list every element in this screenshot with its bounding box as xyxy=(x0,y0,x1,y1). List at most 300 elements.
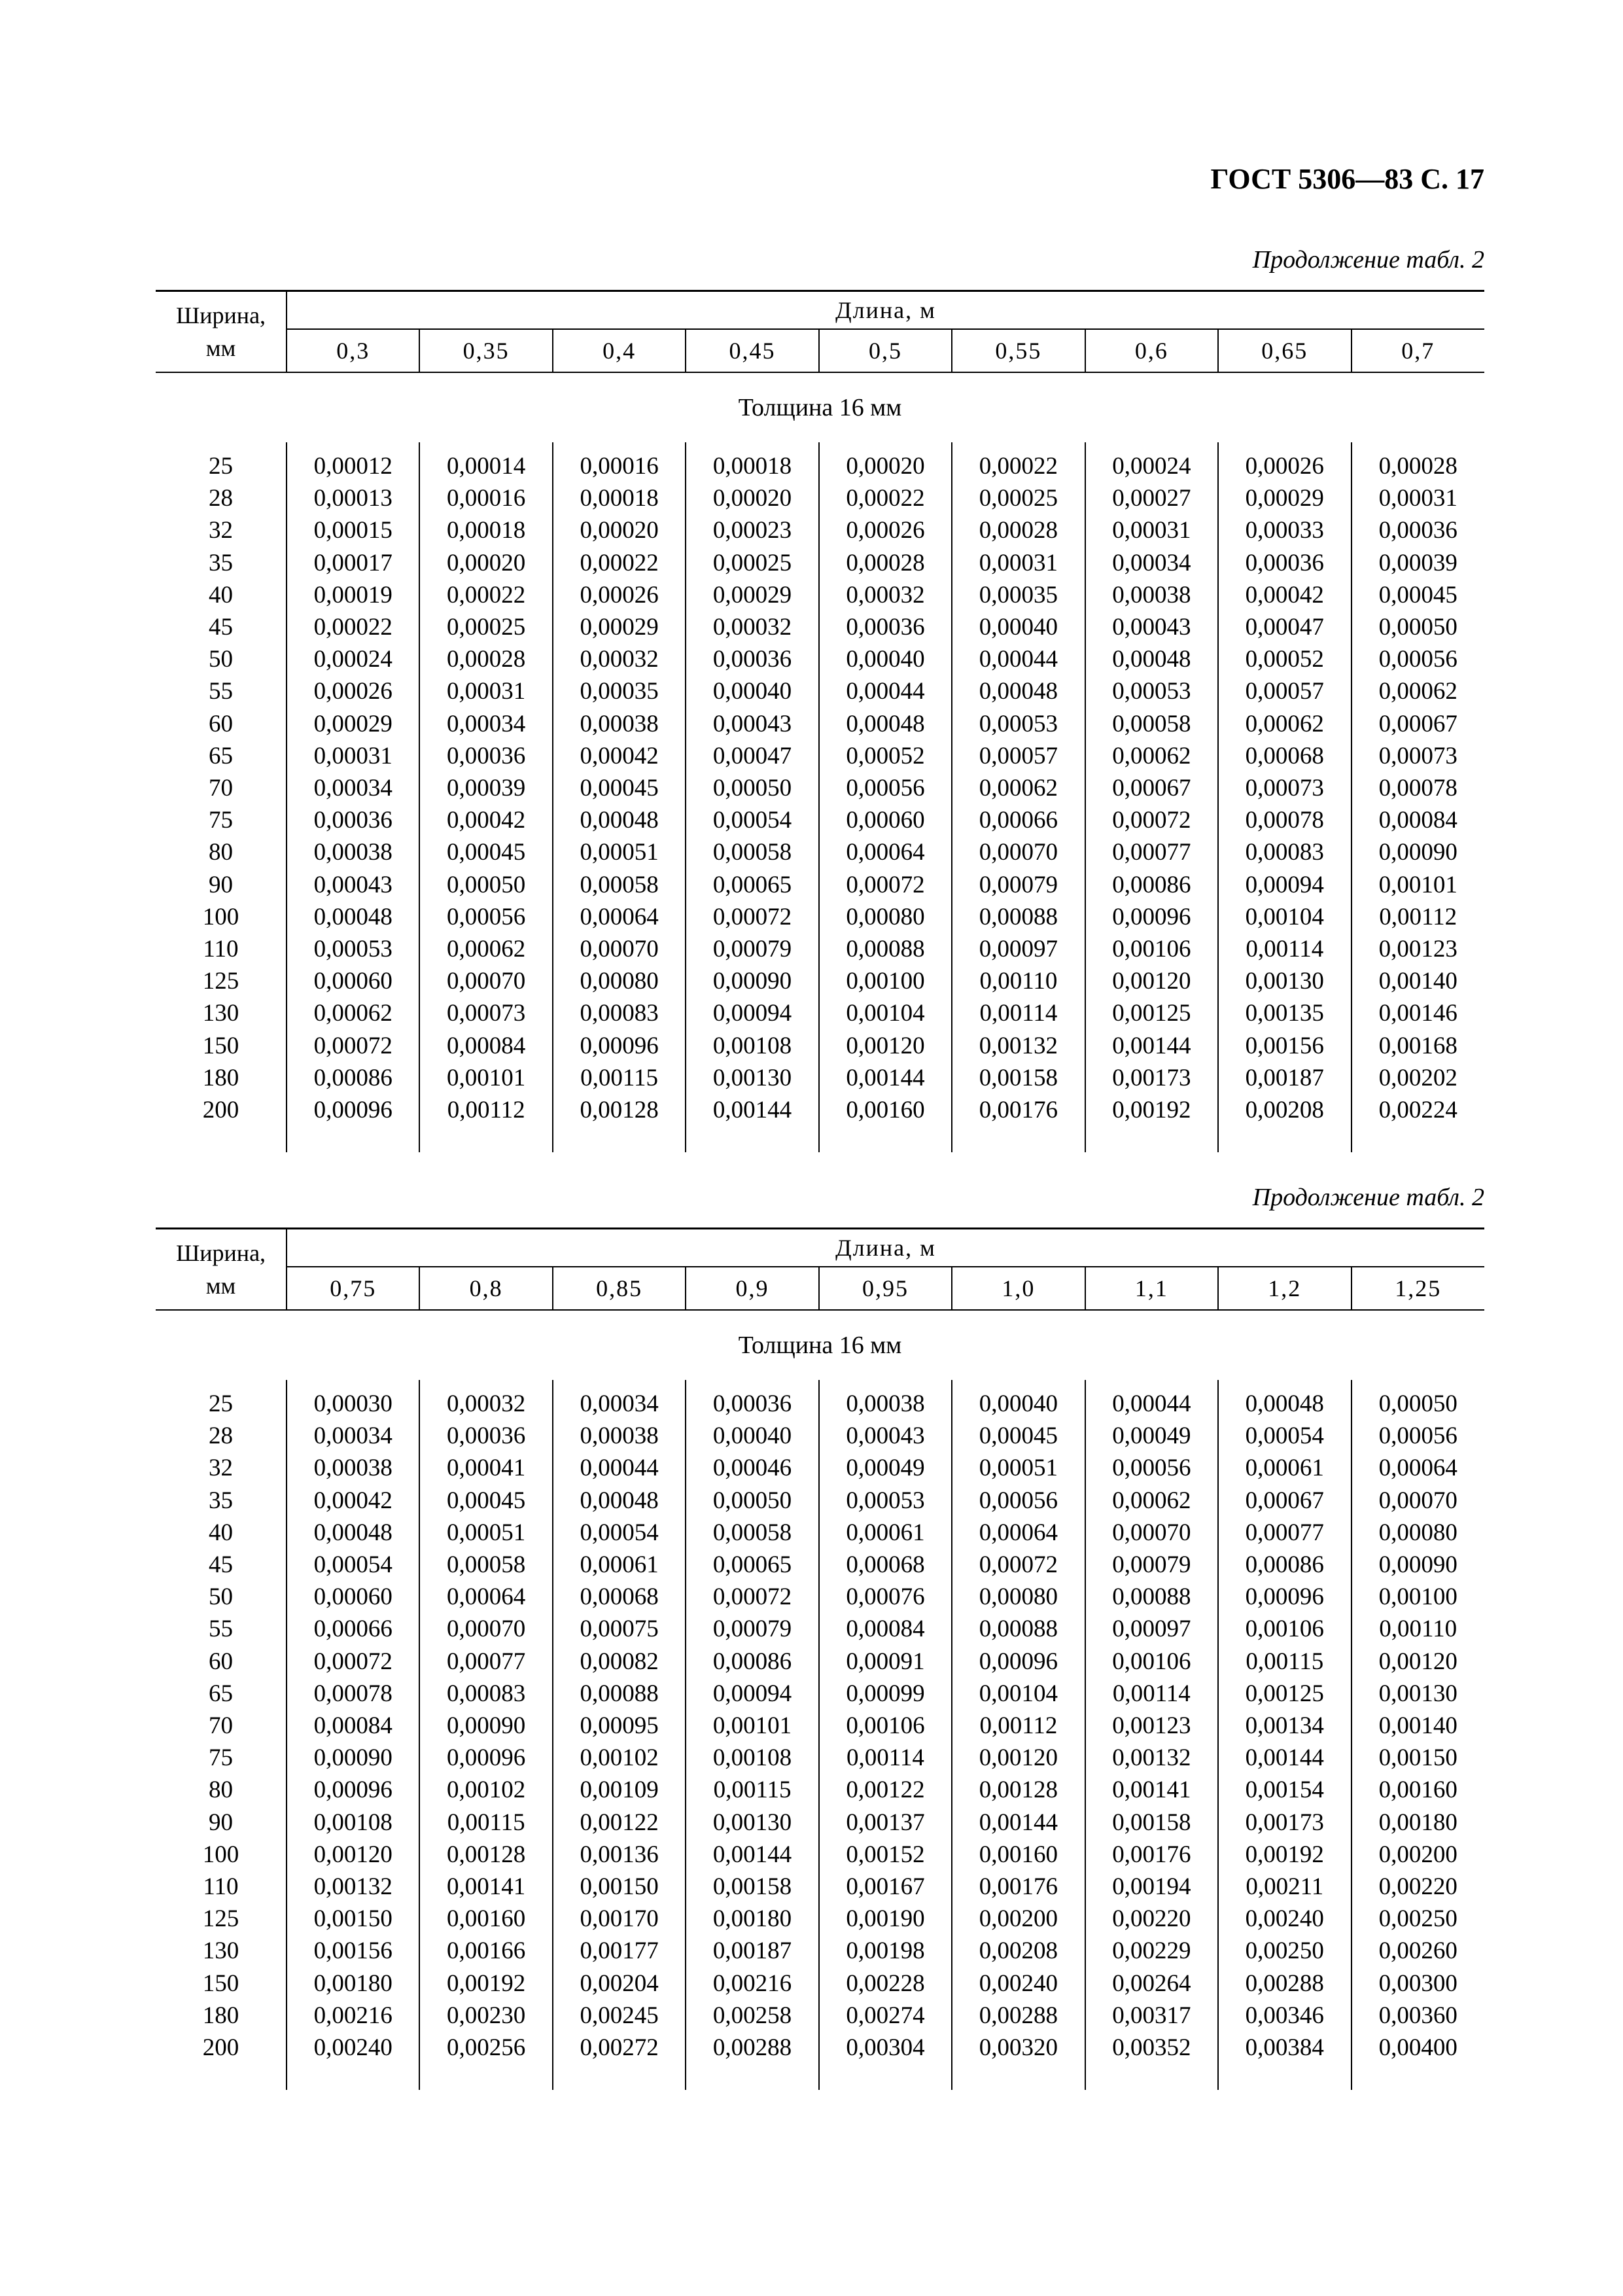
value-cell: 0,00108 xyxy=(287,1807,419,1839)
value-cell: 0,00044 xyxy=(952,643,1085,675)
table-row xyxy=(156,1678,1484,1710)
value-cell: 0,00130 xyxy=(686,1807,818,1839)
value-cell: 0,00066 xyxy=(287,1613,419,1645)
value-cell: 0,00216 xyxy=(287,2000,419,2032)
value-cell: 0,00086 xyxy=(1085,869,1218,901)
value-cell: 0,00104 xyxy=(819,997,952,1029)
width-cell: 200 xyxy=(202,2034,239,2062)
value-cell: 0,00132 xyxy=(287,1871,419,1903)
value-cell: 0,00056 xyxy=(819,772,952,804)
section-title: Толщина 16 мм xyxy=(156,1310,1484,1380)
width-cell: 110 xyxy=(203,936,239,963)
value-cell: 0,00229 xyxy=(1085,1935,1218,1967)
value-cell: 0,00050 xyxy=(686,772,818,804)
value-cell: 0,00132 xyxy=(952,1030,1085,1062)
value-cell: 0,00054 xyxy=(287,1549,419,1581)
value-cell: 0,00049 xyxy=(1085,1420,1218,1452)
value-cell: 0,00086 xyxy=(287,1062,419,1094)
value-cell: 0,00030 xyxy=(287,1388,419,1420)
value-cell: 0,00104 xyxy=(1218,901,1351,933)
table-row xyxy=(156,804,1484,836)
value-cell: 0,00072 xyxy=(287,1646,419,1678)
value-cell: 0,00115 xyxy=(419,1807,552,1839)
column-header: 1,25 xyxy=(1352,1267,1485,1310)
value-cell: 0,00264 xyxy=(1085,1968,1218,2000)
value-cell: 0,00099 xyxy=(819,1678,952,1710)
value-cell: 0,00077 xyxy=(1085,836,1218,868)
value-cell: 0,00036 xyxy=(287,804,419,836)
value-cell: 0,00040 xyxy=(686,1420,818,1452)
value-cell: 0,00022 xyxy=(819,482,952,514)
value-cell: 0,00043 xyxy=(686,708,818,740)
column-header: 1,0 xyxy=(952,1267,1085,1310)
value-cell: 0,00090 xyxy=(1352,836,1485,868)
value-cell: 0,00026 xyxy=(553,579,686,611)
value-cell: 0,00122 xyxy=(819,1774,952,1806)
value-cell: 0,00012 xyxy=(287,450,419,482)
value-cell: 0,00044 xyxy=(1085,1388,1218,1420)
value-cell: 0,00088 xyxy=(819,933,952,965)
value-cell: 0,00035 xyxy=(553,675,686,707)
value-cell: 0,00051 xyxy=(419,1517,552,1549)
value-cell: 0,00028 xyxy=(1352,450,1485,482)
value-cell: 0,00073 xyxy=(1218,772,1351,804)
value-cell: 0,00016 xyxy=(553,450,686,482)
continuation-label: Продолжение табл. 2 xyxy=(1252,246,1484,274)
width-cell: 32 xyxy=(209,517,233,544)
value-cell: 0,00200 xyxy=(1352,1839,1485,1871)
length-header: Длина, м xyxy=(835,1235,936,1261)
value-cell: 0,00160 xyxy=(952,1839,1085,1871)
value-cell: 0,00088 xyxy=(952,901,1085,933)
value-cell: 0,00058 xyxy=(419,1549,552,1581)
value-cell: 0,00250 xyxy=(1352,1903,1485,1935)
value-cell: 0,00036 xyxy=(419,740,552,772)
value-cell: 0,00078 xyxy=(1352,772,1485,804)
value-cell: 0,00288 xyxy=(686,2032,818,2064)
value-cell: 0,00056 xyxy=(1085,1452,1218,1484)
width-cell: 70 xyxy=(209,775,233,802)
value-cell: 0,00170 xyxy=(553,1903,686,1935)
value-cell: 0,00110 xyxy=(1352,1613,1485,1645)
value-cell: 0,00018 xyxy=(553,482,686,514)
value-cell: 0,00120 xyxy=(287,1839,419,1871)
value-cell: 0,00300 xyxy=(1352,1968,1485,2000)
value-cell: 0,00192 xyxy=(1218,1839,1351,1871)
value-cell: 0,00024 xyxy=(287,643,419,675)
value-cell: 0,00042 xyxy=(419,804,552,836)
value-cell: 0,00042 xyxy=(1218,579,1351,611)
value-cell: 0,00061 xyxy=(819,1517,952,1549)
value-cell: 0,00060 xyxy=(287,1581,419,1613)
value-cell: 0,00031 xyxy=(1352,482,1485,514)
value-cell: 0,00180 xyxy=(1352,1807,1485,1839)
value-cell: 0,00160 xyxy=(1352,1774,1485,1806)
table-row xyxy=(156,547,1484,579)
value-cell: 0,00106 xyxy=(819,1710,952,1742)
table-row xyxy=(156,708,1484,740)
value-cell: 0,00072 xyxy=(686,901,818,933)
value-cell: 0,00032 xyxy=(419,1388,552,1420)
table-row xyxy=(156,1030,1484,1062)
value-cell: 0,00017 xyxy=(287,547,419,579)
value-cell: 0,00025 xyxy=(952,482,1085,514)
value-cell: 0,00054 xyxy=(686,804,818,836)
table-row xyxy=(156,514,1484,546)
value-cell: 0,00036 xyxy=(419,1420,552,1452)
table-row xyxy=(156,1710,1484,1742)
value-cell: 0,00029 xyxy=(686,579,818,611)
value-cell: 0,00020 xyxy=(419,547,552,579)
value-cell: 0,00198 xyxy=(819,1935,952,1967)
width-cell: 125 xyxy=(202,968,239,995)
value-cell: 0,00053 xyxy=(952,708,1085,740)
value-cell: 0,00026 xyxy=(1218,450,1351,482)
value-cell: 0,00090 xyxy=(287,1742,419,1774)
width-header: Ширина, мм xyxy=(156,291,287,373)
value-cell: 0,00274 xyxy=(819,2000,952,2032)
table-row xyxy=(156,450,1484,482)
value-cell: 0,00106 xyxy=(1085,933,1218,965)
table-row xyxy=(156,901,1484,933)
value-cell: 0,00070 xyxy=(1352,1485,1485,1517)
value-cell: 0,00048 xyxy=(287,1517,419,1549)
value-cell: 0,00080 xyxy=(1352,1517,1485,1549)
width-cell: 90 xyxy=(209,871,233,898)
value-cell: 0,00104 xyxy=(952,1678,1085,1710)
table-row xyxy=(156,579,1484,611)
table-row xyxy=(156,1935,1484,1967)
width-cell: 45 xyxy=(209,614,233,641)
value-cell: 0,00152 xyxy=(819,1839,952,1871)
value-cell: 0,00073 xyxy=(419,997,552,1029)
value-cell: 0,00040 xyxy=(952,611,1085,643)
table-row xyxy=(156,2032,1484,2064)
value-cell: 0,00043 xyxy=(1085,611,1218,643)
value-cell: 0,00064 xyxy=(1352,1452,1485,1484)
width-cell: 125 xyxy=(202,1905,239,1933)
value-cell: 0,00086 xyxy=(1218,1549,1351,1581)
value-cell: 0,00020 xyxy=(819,450,952,482)
value-cell: 0,00045 xyxy=(419,836,552,868)
value-cell: 0,00224 xyxy=(1352,1094,1485,1126)
value-cell: 0,00070 xyxy=(952,836,1085,868)
value-cell: 0,00048 xyxy=(287,901,419,933)
value-cell: 0,00168 xyxy=(1352,1030,1485,1062)
value-cell: 0,00034 xyxy=(287,772,419,804)
value-cell: 0,00036 xyxy=(686,643,818,675)
value-cell: 0,00144 xyxy=(952,1807,1085,1839)
table-row xyxy=(156,611,1484,643)
value-cell: 0,00058 xyxy=(686,836,818,868)
value-cell: 0,00077 xyxy=(419,1646,552,1678)
value-cell: 0,00100 xyxy=(1352,1581,1485,1613)
value-cell: 0,00056 xyxy=(952,1485,1085,1517)
column-header: 0,6 xyxy=(1085,329,1218,372)
value-cell: 0,00060 xyxy=(287,965,419,997)
column-header: 0,95 xyxy=(819,1267,952,1310)
value-cell: 0,00173 xyxy=(1218,1807,1351,1839)
column-header: 0,7 xyxy=(1352,329,1485,372)
value-cell: 0,00158 xyxy=(952,1062,1085,1094)
value-cell: 0,00046 xyxy=(686,1452,818,1484)
page-header: ГОСТ 5306—83 С. 17 xyxy=(1210,163,1484,195)
value-cell: 0,00177 xyxy=(553,1935,686,1967)
value-cell: 0,00025 xyxy=(419,611,552,643)
value-cell: 0,00094 xyxy=(686,997,818,1029)
value-cell: 0,00091 xyxy=(819,1646,952,1678)
value-cell: 0,00084 xyxy=(419,1030,552,1062)
value-cell: 0,00036 xyxy=(1352,514,1485,546)
value-cell: 0,00039 xyxy=(1352,547,1485,579)
value-cell: 0,00187 xyxy=(686,1935,818,1967)
value-cell: 0,00034 xyxy=(419,708,552,740)
width-cell: 35 xyxy=(209,1487,233,1514)
value-cell: 0,00041 xyxy=(419,1452,552,1484)
value-cell: 0,00048 xyxy=(952,675,1085,707)
value-cell: 0,00033 xyxy=(1218,514,1351,546)
value-cell: 0,00141 xyxy=(419,1871,552,1903)
value-cell: 0,00083 xyxy=(419,1678,552,1710)
value-cell: 0,00018 xyxy=(686,450,818,482)
table-row xyxy=(156,1839,1484,1871)
value-cell: 0,00073 xyxy=(1352,740,1485,772)
value-cell: 0,00058 xyxy=(553,869,686,901)
value-cell: 0,00317 xyxy=(1085,2000,1218,2032)
width-cell: 60 xyxy=(209,1648,233,1675)
value-cell: 0,00180 xyxy=(686,1903,818,1935)
value-cell: 0,00062 xyxy=(287,997,419,1029)
value-cell: 0,00072 xyxy=(819,869,952,901)
value-cell: 0,00049 xyxy=(819,1452,952,1484)
value-cell: 0,00250 xyxy=(1218,1935,1351,1967)
column-header: 0,3 xyxy=(287,329,419,372)
value-cell: 0,00120 xyxy=(1352,1646,1485,1678)
value-cell: 0,00034 xyxy=(553,1388,686,1420)
table-row xyxy=(156,1549,1484,1581)
value-cell: 0,00047 xyxy=(686,740,818,772)
width-cell: 200 xyxy=(202,1097,239,1124)
value-cell: 0,00053 xyxy=(819,1485,952,1517)
value-cell: 0,00026 xyxy=(287,675,419,707)
value-cell: 0,00016 xyxy=(419,482,552,514)
value-cell: 0,00057 xyxy=(952,740,1085,772)
value-cell: 0,00128 xyxy=(419,1839,552,1871)
value-cell: 0,00027 xyxy=(1085,482,1218,514)
width-cell: 150 xyxy=(202,1032,239,1059)
value-cell: 0,00052 xyxy=(819,740,952,772)
value-cell: 0,00115 xyxy=(1218,1646,1351,1678)
value-cell: 0,00029 xyxy=(287,708,419,740)
value-cell: 0,00190 xyxy=(819,1903,952,1935)
value-cell: 0,00120 xyxy=(1085,965,1218,997)
value-cell: 0,00096 xyxy=(1085,901,1218,933)
value-cell: 0,00015 xyxy=(287,514,419,546)
value-cell: 0,00040 xyxy=(819,643,952,675)
value-cell: 0,00176 xyxy=(1085,1839,1218,1871)
column-header: 0,85 xyxy=(553,1267,686,1310)
value-cell: 0,00096 xyxy=(553,1030,686,1062)
value-cell: 0,00068 xyxy=(553,1581,686,1613)
value-cell: 0,00045 xyxy=(952,1420,1085,1452)
value-cell: 0,00053 xyxy=(287,933,419,965)
width-cell: 150 xyxy=(202,1969,239,1997)
width-cell: 50 xyxy=(209,646,233,673)
table-row xyxy=(156,933,1484,965)
value-cell: 0,00123 xyxy=(1085,1710,1218,1742)
value-cell: 0,00031 xyxy=(952,547,1085,579)
value-cell: 0,00050 xyxy=(1352,611,1485,643)
section-title: Толщина 16 мм xyxy=(156,372,1484,442)
table-row xyxy=(156,1581,1484,1613)
value-cell: 0,00048 xyxy=(553,1485,686,1517)
value-cell: 0,00216 xyxy=(686,1968,818,2000)
width-cell: 65 xyxy=(209,1680,233,1707)
value-cell: 0,00128 xyxy=(952,1774,1085,1806)
value-cell: 0,00048 xyxy=(1085,643,1218,675)
value-cell: 0,00096 xyxy=(287,1094,419,1126)
value-cell: 0,00272 xyxy=(553,2032,686,2064)
value-cell: 0,00120 xyxy=(952,1742,1085,1774)
width-cell: 75 xyxy=(209,1744,233,1772)
width-cell: 70 xyxy=(209,1712,233,1740)
value-cell: 0,00072 xyxy=(686,1581,818,1613)
value-cell: 0,00108 xyxy=(686,1742,818,1774)
value-cell: 0,00122 xyxy=(553,1807,686,1839)
value-cell: 0,00094 xyxy=(686,1678,818,1710)
column-header: 0,75 xyxy=(287,1267,419,1310)
value-cell: 0,00068 xyxy=(1218,740,1351,772)
width-cell: 130 xyxy=(202,1000,239,1027)
value-cell: 0,00084 xyxy=(819,1613,952,1645)
value-cell: 0,00048 xyxy=(1218,1388,1351,1420)
value-cell: 0,00038 xyxy=(1085,579,1218,611)
value-cell: 0,00220 xyxy=(1352,1871,1485,1903)
value-cell: 0,00035 xyxy=(952,579,1085,611)
value-cell: 0,00031 xyxy=(287,740,419,772)
value-cell: 0,00114 xyxy=(952,997,1085,1029)
value-cell: 0,00022 xyxy=(553,547,686,579)
value-cell: 0,00200 xyxy=(952,1903,1085,1935)
value-cell: 0,00150 xyxy=(287,1903,419,1935)
value-cell: 0,00026 xyxy=(819,514,952,546)
width-cell: 180 xyxy=(202,1064,239,1091)
value-cell: 0,00211 xyxy=(1218,1871,1351,1903)
value-cell: 0,00086 xyxy=(686,1646,818,1678)
value-cell: 0,00260 xyxy=(1352,1935,1485,1967)
column-header: 0,45 xyxy=(686,329,818,372)
width-cell: 45 xyxy=(209,1551,233,1579)
value-cell: 0,00062 xyxy=(1218,708,1351,740)
value-cell: 0,00158 xyxy=(686,1871,818,1903)
value-cell: 0,00096 xyxy=(1218,1581,1351,1613)
width-cell: 65 xyxy=(209,742,233,769)
width-cell: 50 xyxy=(209,1583,233,1611)
value-cell: 0,00258 xyxy=(686,2000,818,2032)
value-cell: 0,00141 xyxy=(1085,1774,1218,1806)
value-cell: 0,00048 xyxy=(819,708,952,740)
value-cell: 0,00032 xyxy=(553,643,686,675)
width-cell: 28 xyxy=(209,1422,233,1450)
value-cell: 0,00144 xyxy=(686,1839,818,1871)
value-cell: 0,00040 xyxy=(686,675,818,707)
value-cell: 0,00102 xyxy=(553,1742,686,1774)
value-cell: 0,00029 xyxy=(1218,482,1351,514)
value-cell: 0,00045 xyxy=(553,772,686,804)
value-cell: 0,00066 xyxy=(952,804,1085,836)
data-table xyxy=(156,1227,1484,2090)
value-cell: 0,00088 xyxy=(952,1613,1085,1645)
value-cell: 0,00022 xyxy=(287,611,419,643)
table-row xyxy=(156,1517,1484,1549)
value-cell: 0,00051 xyxy=(952,1452,1085,1484)
value-cell: 0,00056 xyxy=(1352,643,1485,675)
width-cell: 25 xyxy=(209,1390,233,1417)
value-cell: 0,00043 xyxy=(287,869,419,901)
value-cell: 0,00036 xyxy=(1218,547,1351,579)
value-cell: 0,00050 xyxy=(686,1485,818,1517)
value-cell: 0,00134 xyxy=(1218,1710,1351,1742)
value-cell: 0,00128 xyxy=(553,1094,686,1126)
value-cell: 0,00135 xyxy=(1218,997,1351,1029)
value-cell: 0,00320 xyxy=(952,2032,1085,2064)
value-cell: 0,00109 xyxy=(553,1774,686,1806)
data-table xyxy=(156,290,1484,1152)
value-cell: 0,00115 xyxy=(553,1062,686,1094)
column-header: 0,5 xyxy=(819,329,952,372)
table-row xyxy=(156,643,1484,675)
value-cell: 0,00024 xyxy=(1085,450,1218,482)
value-cell: 0,00192 xyxy=(1085,1094,1218,1126)
table-row xyxy=(156,965,1484,997)
table-row xyxy=(156,1903,1484,1935)
length-header: Длина, м xyxy=(835,297,936,323)
value-cell: 0,00120 xyxy=(819,1030,952,1062)
value-cell: 0,00040 xyxy=(952,1388,1085,1420)
value-cell: 0,00038 xyxy=(819,1388,952,1420)
value-cell: 0,00096 xyxy=(287,1774,419,1806)
table-row xyxy=(156,1613,1484,1645)
value-cell: 0,00088 xyxy=(553,1678,686,1710)
value-cell: 0,00080 xyxy=(819,901,952,933)
value-cell: 0,00097 xyxy=(1085,1613,1218,1645)
value-cell: 0,00208 xyxy=(1218,1094,1351,1126)
value-cell: 0,00240 xyxy=(952,1968,1085,2000)
width-cell: 100 xyxy=(202,903,239,930)
table-row xyxy=(156,836,1484,868)
value-cell: 0,00082 xyxy=(553,1646,686,1678)
width-cell: 90 xyxy=(209,1809,233,1836)
value-cell: 0,00050 xyxy=(419,869,552,901)
value-cell: 0,00067 xyxy=(1352,708,1485,740)
value-cell: 0,00036 xyxy=(686,1388,818,1420)
value-cell: 0,00130 xyxy=(1218,965,1351,997)
width-cell: 100 xyxy=(202,1841,239,1868)
value-cell: 0,00038 xyxy=(287,836,419,868)
column-header: 0,35 xyxy=(419,329,552,372)
value-cell: 0,00079 xyxy=(686,933,818,965)
value-cell: 0,00150 xyxy=(553,1871,686,1903)
value-cell: 0,00050 xyxy=(1352,1388,1485,1420)
value-cell: 0,00166 xyxy=(419,1935,552,1967)
value-cell: 0,00240 xyxy=(1218,1903,1351,1935)
value-cell: 0,00288 xyxy=(1218,1968,1351,2000)
value-cell: 0,00070 xyxy=(419,1613,552,1645)
table-row xyxy=(156,1062,1484,1094)
table-row xyxy=(156,772,1484,804)
width-cell: 110 xyxy=(203,1873,239,1901)
value-cell: 0,00144 xyxy=(1085,1030,1218,1062)
